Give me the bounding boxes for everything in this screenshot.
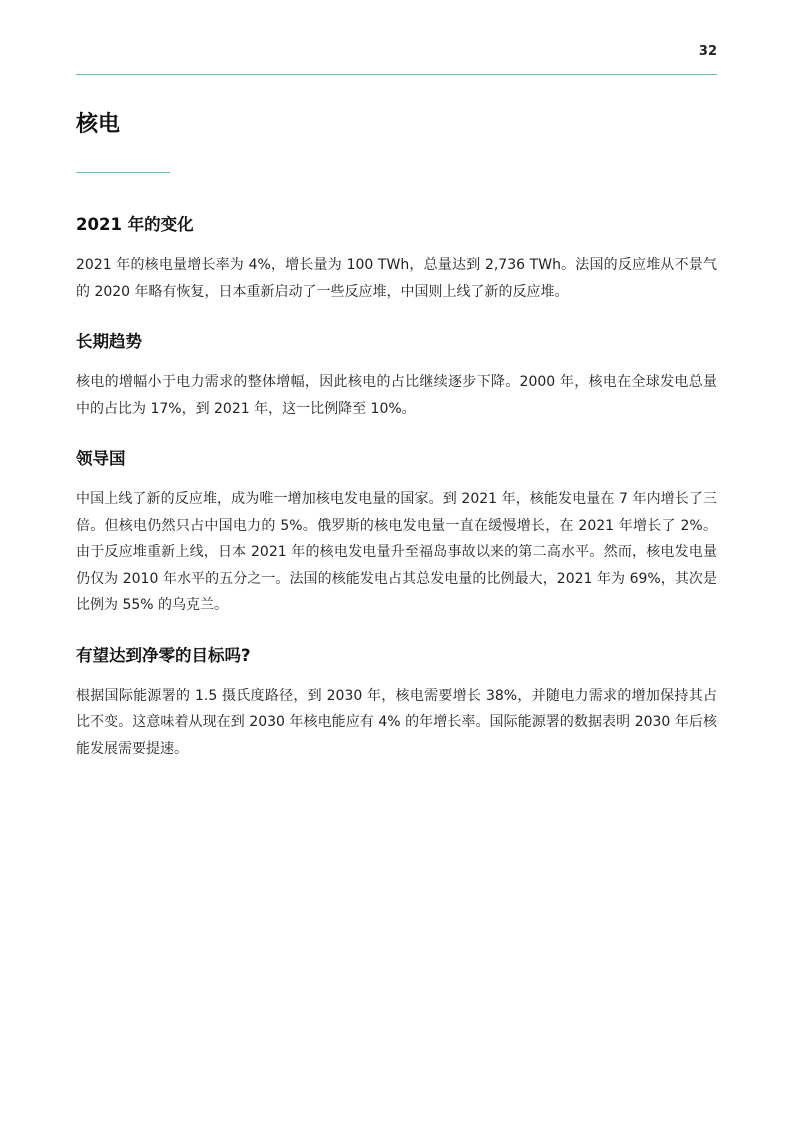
section-body: 2021 年的核电量增长率为 4%，增长量为 100 TWh，总量达到 2,736 TWh。法国的反应堆从不景气的 2020 年略有恢复，日本重新启动了一些反应堆，中国则上线了新的反应堆。: [76, 257, 717, 300]
section-heading: 长期趋势: [76, 332, 142, 351]
section-heading: 2021 年的变化: [76, 215, 194, 234]
section-body: 核电的增幅小于电力需求的整体增幅，因此核电的占比继续逐步下降。2000 年，核电在全球发电总量中的占比为 17%，到 2021 年，这一比例降至 10%。: [76, 374, 717, 417]
page-title: 核电: [76, 112, 121, 137]
section-leading-countries: [76, 442, 717, 619]
section-changes-2021: [76, 208, 717, 305]
header-divider: [76, 74, 717, 75]
section-long-term-trend: [76, 325, 717, 422]
title-underline: [76, 172, 170, 173]
section-net-zero: [76, 639, 717, 763]
section-body: 中国上线了新的反应堆，成为唯一增加核电发电量的国家。到 2021 年，核能发电量在 7 年内增长了三倍。但核电仍然只占中国电力的 5%。俄罗斯的核电发电量一直在缓慢增长，在 2021 年增长了 2%。由于反应堆重新上线，日本 2021 年的核电发电量升至福岛事故以来的第二高水平。然而，核电发电量仍仅为 2010 年水平的五分之一。法国的核能发电占其总发电量的比例最大，2021 年为 69%，其次是比例为 55% 的乌克兰。: [76, 491, 717, 613]
section-body: 根据国际能源署的 1.5 摄氏度路径，到 2030 年，核电需要增长 38%，并随电力需求的增加保持其占比不变。这意味着从现在到 2030 年核电能应有 4% 的年增长率。国际能源署的数据表明 2030 年后核能发展需要提速。: [76, 687, 717, 757]
page-content: [76, 208, 717, 782]
section-heading: 有望达到净零的目标吗?: [76, 645, 251, 665]
page-number: 32: [698, 44, 717, 59]
section-heading: 领导国: [76, 449, 126, 468]
